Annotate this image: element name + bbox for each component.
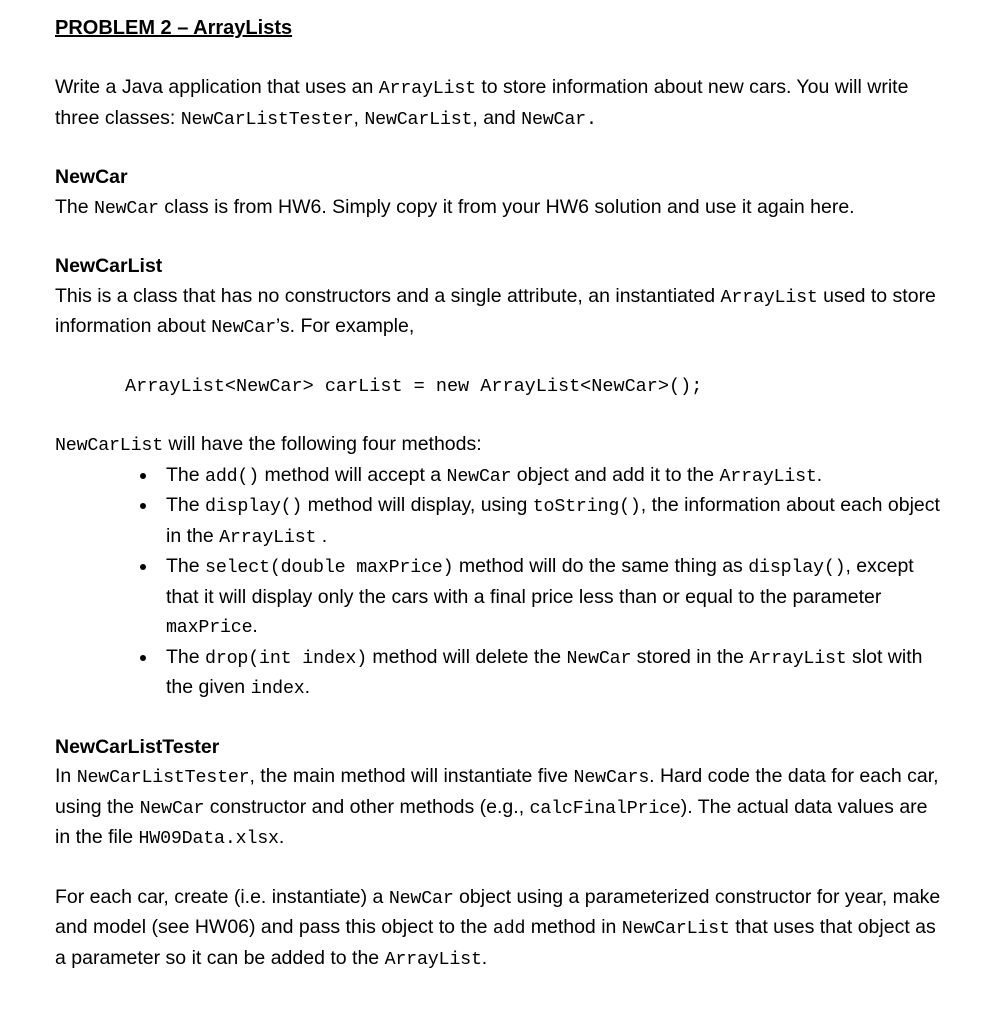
intro-paragraph <box>55 73 942 134</box>
text-span: object and add it to the <box>511 463 720 486</box>
code-span: toString() <box>532 496 641 517</box>
code-span: ArrayList <box>219 526 317 548</box>
text-span: ). The actual data values are in the file <box>55 795 928 848</box>
text-span: . <box>252 615 258 637</box>
text-span: stored in the <box>631 645 750 668</box>
text-span: , the information about each object in the <box>166 494 940 547</box>
text-span: The <box>166 494 206 516</box>
text-span: will have the following four methods: <box>163 433 482 455</box>
text-span: to store information about new cars. You will write three classes: <box>55 76 909 129</box>
code-span: NewCarList <box>55 435 163 456</box>
code-span: NewCar <box>94 197 159 219</box>
code-span: NewCar <box>139 797 205 819</box>
section-heading-newcarlist: NewCarList <box>55 255 163 277</box>
code-span: NewCars <box>573 767 650 788</box>
code-span: NewCar <box>446 465 512 487</box>
text-span: method will display, using <box>302 494 533 516</box>
code-span: select(double maxPrice) <box>205 557 454 578</box>
code-span: add <box>492 918 526 939</box>
text-span: The <box>55 195 95 218</box>
text-span: The <box>166 463 206 486</box>
methods-bullet-list <box>55 461 942 704</box>
text-span: class is from HW6. Simply copy it from your HW6 solution and use it again here. <box>158 195 855 218</box>
document-body <box>55 73 942 974</box>
text-span: . <box>316 524 328 547</box>
code-span: drop(int index) <box>205 647 368 669</box>
code-example-line: ArrayList<NewCar> carList = new ArrayList<NewCar>(); <box>125 375 703 397</box>
text-span: , and <box>472 106 522 129</box>
text-span: method will delete the <box>367 645 567 668</box>
instantiation-paragraph <box>55 883 942 975</box>
bullet-item <box>158 491 942 552</box>
tester-paragraph <box>55 762 942 854</box>
text-span: ’s. For example, <box>275 315 415 337</box>
text-span: . Hard code the data for each car, using the <box>55 765 939 818</box>
text-span: method will do the same thing as <box>453 555 749 577</box>
section-heading-newcar: NewCar <box>55 166 128 188</box>
code-span: HW09Data.xlsx <box>138 828 279 849</box>
text-span: method will accept a <box>259 463 447 486</box>
code-span: NewCarListTester <box>180 108 354 130</box>
methods-intro-paragraph <box>55 430 942 461</box>
code-span: maxPrice <box>166 617 253 638</box>
text-span: object using a parameterized constructor for year, make and model (see HW06) and pass this object to the <box>55 885 941 938</box>
text-span: The <box>166 555 206 577</box>
code-span: ArrayList <box>720 286 818 308</box>
text-span: method in <box>525 916 622 938</box>
text-span: For each car, create (i.e. instantiate) a <box>55 885 389 908</box>
code-span: index <box>250 678 305 699</box>
text-span: The <box>166 645 206 668</box>
text-span: used to store information about <box>55 284 936 337</box>
code-span: ArrayList <box>749 647 847 669</box>
text-span: This is a class that has no constructors and a single attribute, an instantiated <box>55 284 721 307</box>
text-span: . <box>816 463 823 486</box>
text-span: . <box>481 946 488 969</box>
text-span: that uses that object as a parameter so it can be added to the <box>55 916 936 969</box>
code-span: NewCar. <box>521 108 597 130</box>
code-span: add() <box>205 465 260 487</box>
code-span: NewCar <box>566 647 632 669</box>
bullet-item <box>158 552 942 643</box>
code-span: ArrayList <box>378 78 476 99</box>
newcar-paragraph <box>55 193 942 224</box>
text-span: , the main method will instantiate five <box>249 765 574 787</box>
text-span: Write a Java application that uses an <box>55 76 379 98</box>
code-span: NewCar <box>388 887 454 909</box>
code-span: NewCarList <box>621 918 730 939</box>
text-span: , except that it will display only the cars with a final price less than or equal to the parameter <box>166 555 914 608</box>
code-span: calcFinalPrice <box>529 797 681 819</box>
code-span: ArrayList <box>384 948 482 970</box>
bullet-item <box>158 461 942 492</box>
text-span: . <box>304 676 310 698</box>
code-span: NewCarList <box>364 108 473 130</box>
text-span: In <box>55 765 77 787</box>
text-span: . <box>278 826 285 848</box>
code-span: display() <box>205 496 303 517</box>
text-span: constructor and other methods (e.g., <box>204 795 530 818</box>
code-span: NewCarListTester <box>76 767 250 788</box>
code-span: display() <box>748 557 846 578</box>
newcarlist-paragraph <box>55 282 942 343</box>
code-span: NewCar <box>211 317 276 338</box>
text-span: , <box>353 106 365 129</box>
bullet-item <box>158 643 942 704</box>
page-title: PROBLEM 2 – ArrayLists <box>55 17 293 39</box>
code-span: ArrayList <box>719 465 817 487</box>
text-span: slot with the given <box>166 645 923 698</box>
section-heading-newcarlisttester: NewCarListTester <box>55 735 220 758</box>
